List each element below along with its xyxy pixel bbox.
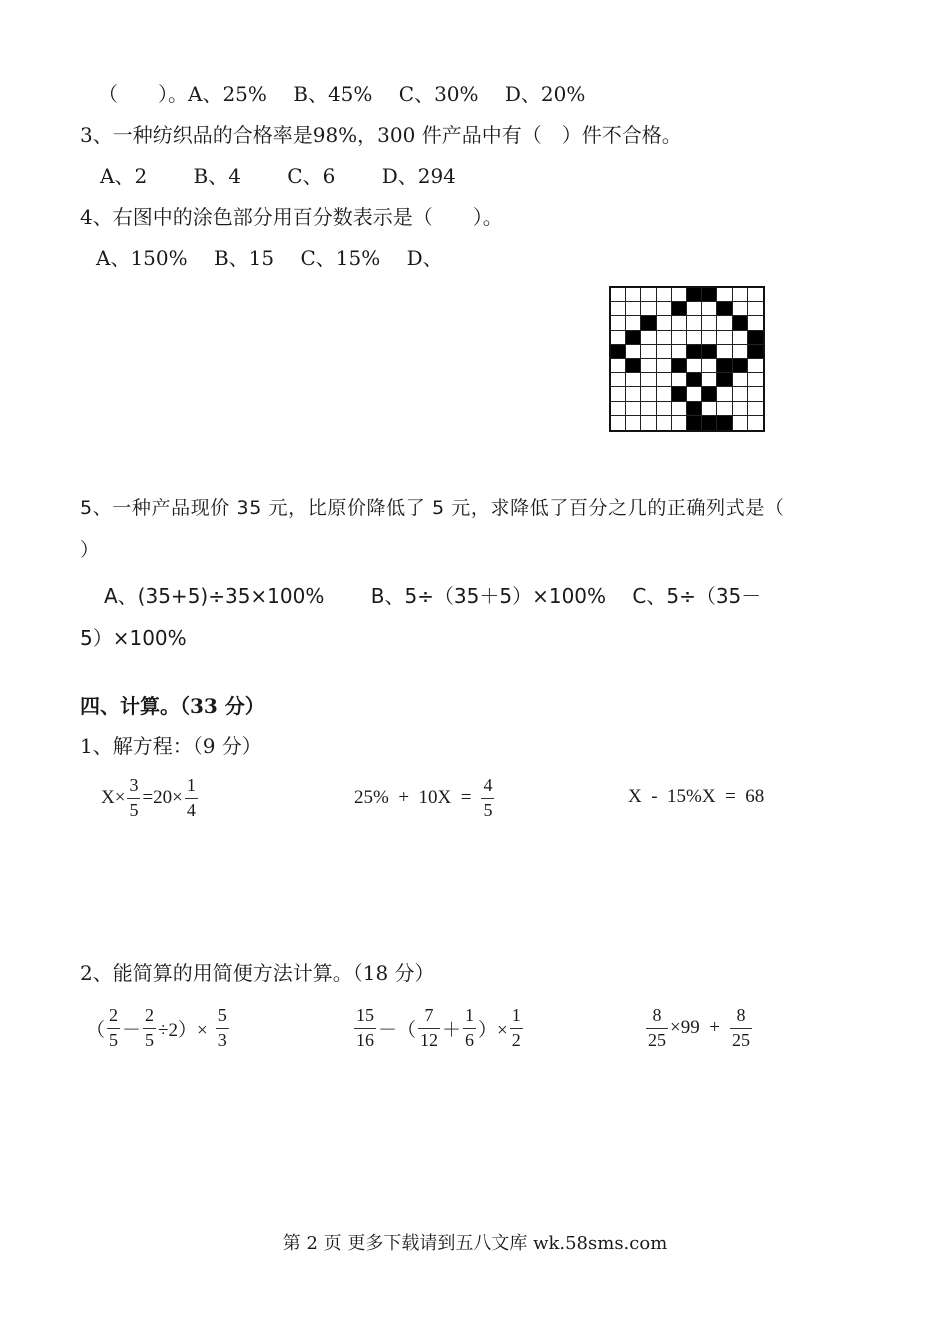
grid-cell	[657, 373, 672, 387]
calc2-fraction-4: $\frac{1}{2}$	[511, 1005, 521, 1050]
grid-cell	[657, 359, 672, 373]
calc2-fraction-1: $\frac{15}{16}$	[356, 1005, 374, 1050]
grid-cell	[717, 316, 732, 330]
eq1-term-a: X×	[101, 787, 126, 809]
grid-cell	[672, 402, 687, 416]
grid-cell	[717, 402, 732, 416]
calc2-times: ）×	[478, 1019, 508, 1041]
grid-cell	[748, 373, 763, 387]
grid-cell	[626, 331, 641, 345]
calc3-fraction-2: $\frac{8}{25}$	[731, 1005, 750, 1050]
grid-cell	[672, 302, 687, 316]
grid-cell	[687, 402, 702, 416]
grid-cell	[657, 316, 672, 330]
calc3-mid: ×99 +	[670, 1017, 720, 1039]
grid-cell	[687, 302, 702, 316]
grid-cell	[687, 316, 702, 330]
grid-cell	[687, 416, 702, 430]
grid-cell	[717, 302, 732, 316]
eq1-fraction-2: $\frac{1}{4}$	[186, 775, 196, 820]
section4-heading: 四、计算。（33 分）	[80, 694, 265, 718]
grid-cell	[626, 373, 641, 387]
eq2-term-a: 25% + 10X =	[354, 787, 472, 809]
grid-cell	[626, 288, 641, 302]
calc1-fraction-2: $\frac{2}{5}$	[145, 1005, 155, 1050]
grid-cell	[611, 373, 626, 387]
grid-cell	[702, 302, 717, 316]
grid-cell	[748, 288, 763, 302]
eq1-fraction-1: $\frac{3}{5}$	[129, 775, 139, 820]
shaded-grid-figure	[609, 286, 765, 432]
grid-cell	[626, 302, 641, 316]
grid-cell	[687, 387, 702, 401]
grid-cell	[748, 316, 763, 330]
calc1-open-paren: （	[86, 1019, 106, 1041]
grid-cell	[611, 302, 626, 316]
q2-options: （ ）。A、25% B、45% C、30% D、20%	[98, 82, 586, 106]
grid-cell	[717, 387, 732, 401]
calc2-fraction-2: $\frac{7}{12}$	[420, 1005, 439, 1050]
grid-cell	[611, 387, 626, 401]
calc1-fraction-1: $\frac{2}{5}$	[109, 1005, 119, 1050]
grid-cell	[657, 302, 672, 316]
page-footer: 第 2 页 更多下载请到五八文库 wk.58sms.com	[282, 1233, 668, 1254]
grid-cell	[626, 402, 641, 416]
grid-cell	[733, 373, 748, 387]
grid-cell	[733, 416, 748, 430]
grid-cell	[641, 402, 656, 416]
grid-cell	[611, 288, 626, 302]
grid-cell	[702, 331, 717, 345]
equation-1	[101, 776, 200, 821]
grid-cell	[717, 288, 732, 302]
q3-question: 3、一种纺织品的合格率是98%，300 件产品中有（ ）件不合格。	[80, 123, 682, 147]
grid-cell	[657, 331, 672, 345]
grid-cell	[611, 359, 626, 373]
grid-cell	[611, 416, 626, 430]
grid-cell	[641, 345, 656, 359]
grid-cell	[641, 359, 656, 373]
q5-question-line1: 5、一种产品现价 35 元，比原价降低了 5 元，求降低了百分之几的正确列式是（	[80, 497, 785, 519]
grid-cell	[657, 402, 672, 416]
grid-cell	[641, 331, 656, 345]
grid-cell	[657, 387, 672, 401]
grid-cell	[641, 416, 656, 430]
grid-cell	[748, 402, 763, 416]
grid-cell	[626, 359, 641, 373]
grid-cell	[733, 359, 748, 373]
grid-cell	[672, 331, 687, 345]
grid-cell	[717, 373, 732, 387]
grid-cell	[717, 331, 732, 345]
grid-cell	[672, 416, 687, 430]
equation-3	[628, 786, 764, 808]
part1-title: 1、解方程：（9 分）	[80, 734, 262, 758]
grid-cell	[687, 331, 702, 345]
grid-cell	[626, 345, 641, 359]
grid-cell	[748, 302, 763, 316]
grid-cell	[641, 302, 656, 316]
calc2-minus: －（	[378, 1019, 417, 1041]
grid-cell	[672, 316, 687, 330]
grid-cell	[611, 345, 626, 359]
grid-cell	[733, 345, 748, 359]
grid-cell	[702, 402, 717, 416]
grid-cell	[672, 359, 687, 373]
grid-cell	[611, 316, 626, 330]
grid-cell	[748, 359, 763, 373]
grid-cell	[626, 316, 641, 330]
calc1-minus: －	[122, 1019, 142, 1041]
grid-cell	[748, 387, 763, 401]
grid-cell	[657, 345, 672, 359]
eq1-term-c: =20×	[142, 787, 183, 809]
grid-cell	[717, 359, 732, 373]
grid-cell	[672, 288, 687, 302]
grid-cell	[626, 387, 641, 401]
grid-cell	[687, 359, 702, 373]
grid-cell	[672, 345, 687, 359]
calc1-div: ÷2）×	[158, 1019, 208, 1041]
grid-cell	[733, 387, 748, 401]
grid-cell	[672, 373, 687, 387]
grid-cell	[657, 416, 672, 430]
calc1-fraction-3: $\frac{5}{3}$	[217, 1005, 227, 1050]
q4-question: 4、右图中的涂色部分用百分数表示是（ ）。	[80, 205, 503, 229]
grid-cell	[687, 345, 702, 359]
grid-cell	[717, 345, 732, 359]
grid-cell	[748, 416, 763, 430]
calc-1	[86, 1006, 231, 1051]
calc2-fraction-3: $\frac{1}{6}$	[465, 1005, 475, 1050]
q5-question-line2: ）	[80, 539, 100, 561]
q4-options: A、150% B、15 C、15% D、	[96, 246, 443, 270]
grid-cell	[733, 402, 748, 416]
grid-cell	[672, 387, 687, 401]
calc-2	[352, 1006, 525, 1051]
grid-cell	[748, 345, 763, 359]
grid-cell	[717, 416, 732, 430]
calc2-plus: ＋	[442, 1019, 462, 1041]
grid-cell	[626, 416, 641, 430]
grid-cell	[733, 288, 748, 302]
eq2-fraction: $\frac{4}{5}$	[483, 775, 493, 820]
eq3-text: X - 15%X = 68	[628, 786, 765, 807]
grid-cell	[641, 288, 656, 302]
grid-cell	[702, 316, 717, 330]
calc-3	[644, 1006, 754, 1051]
grid-cell	[733, 331, 748, 345]
q3-options: A、2 B、4 C、6 D、294	[100, 164, 456, 188]
grid-cell	[702, 288, 717, 302]
calc3-fraction-1: $\frac{8}{25}$	[648, 1005, 666, 1050]
grid-cell	[702, 373, 717, 387]
grid-cell	[702, 345, 717, 359]
grid-cell	[687, 288, 702, 302]
grid-cell	[702, 416, 717, 430]
grid-cell	[702, 359, 717, 373]
grid-cell	[687, 373, 702, 387]
grid-cell	[641, 373, 656, 387]
grid-cell	[641, 387, 656, 401]
grid-cell	[733, 316, 748, 330]
equation-2	[354, 776, 496, 821]
q5-options-line2: 5）×100%	[80, 626, 187, 650]
grid-cell	[611, 331, 626, 345]
q5-options-line1: A、(35+5)÷35×100% B、5÷（35＋5）×100% C、5÷（35－	[104, 584, 762, 608]
grid-cell	[702, 387, 717, 401]
grid-cell	[733, 302, 748, 316]
part2-title: 2、能简算的用简便方法计算。（18 分）	[80, 961, 435, 985]
grid-cell	[748, 331, 763, 345]
grid-cell	[657, 288, 672, 302]
grid-cell	[641, 316, 656, 330]
grid-cell	[611, 402, 626, 416]
